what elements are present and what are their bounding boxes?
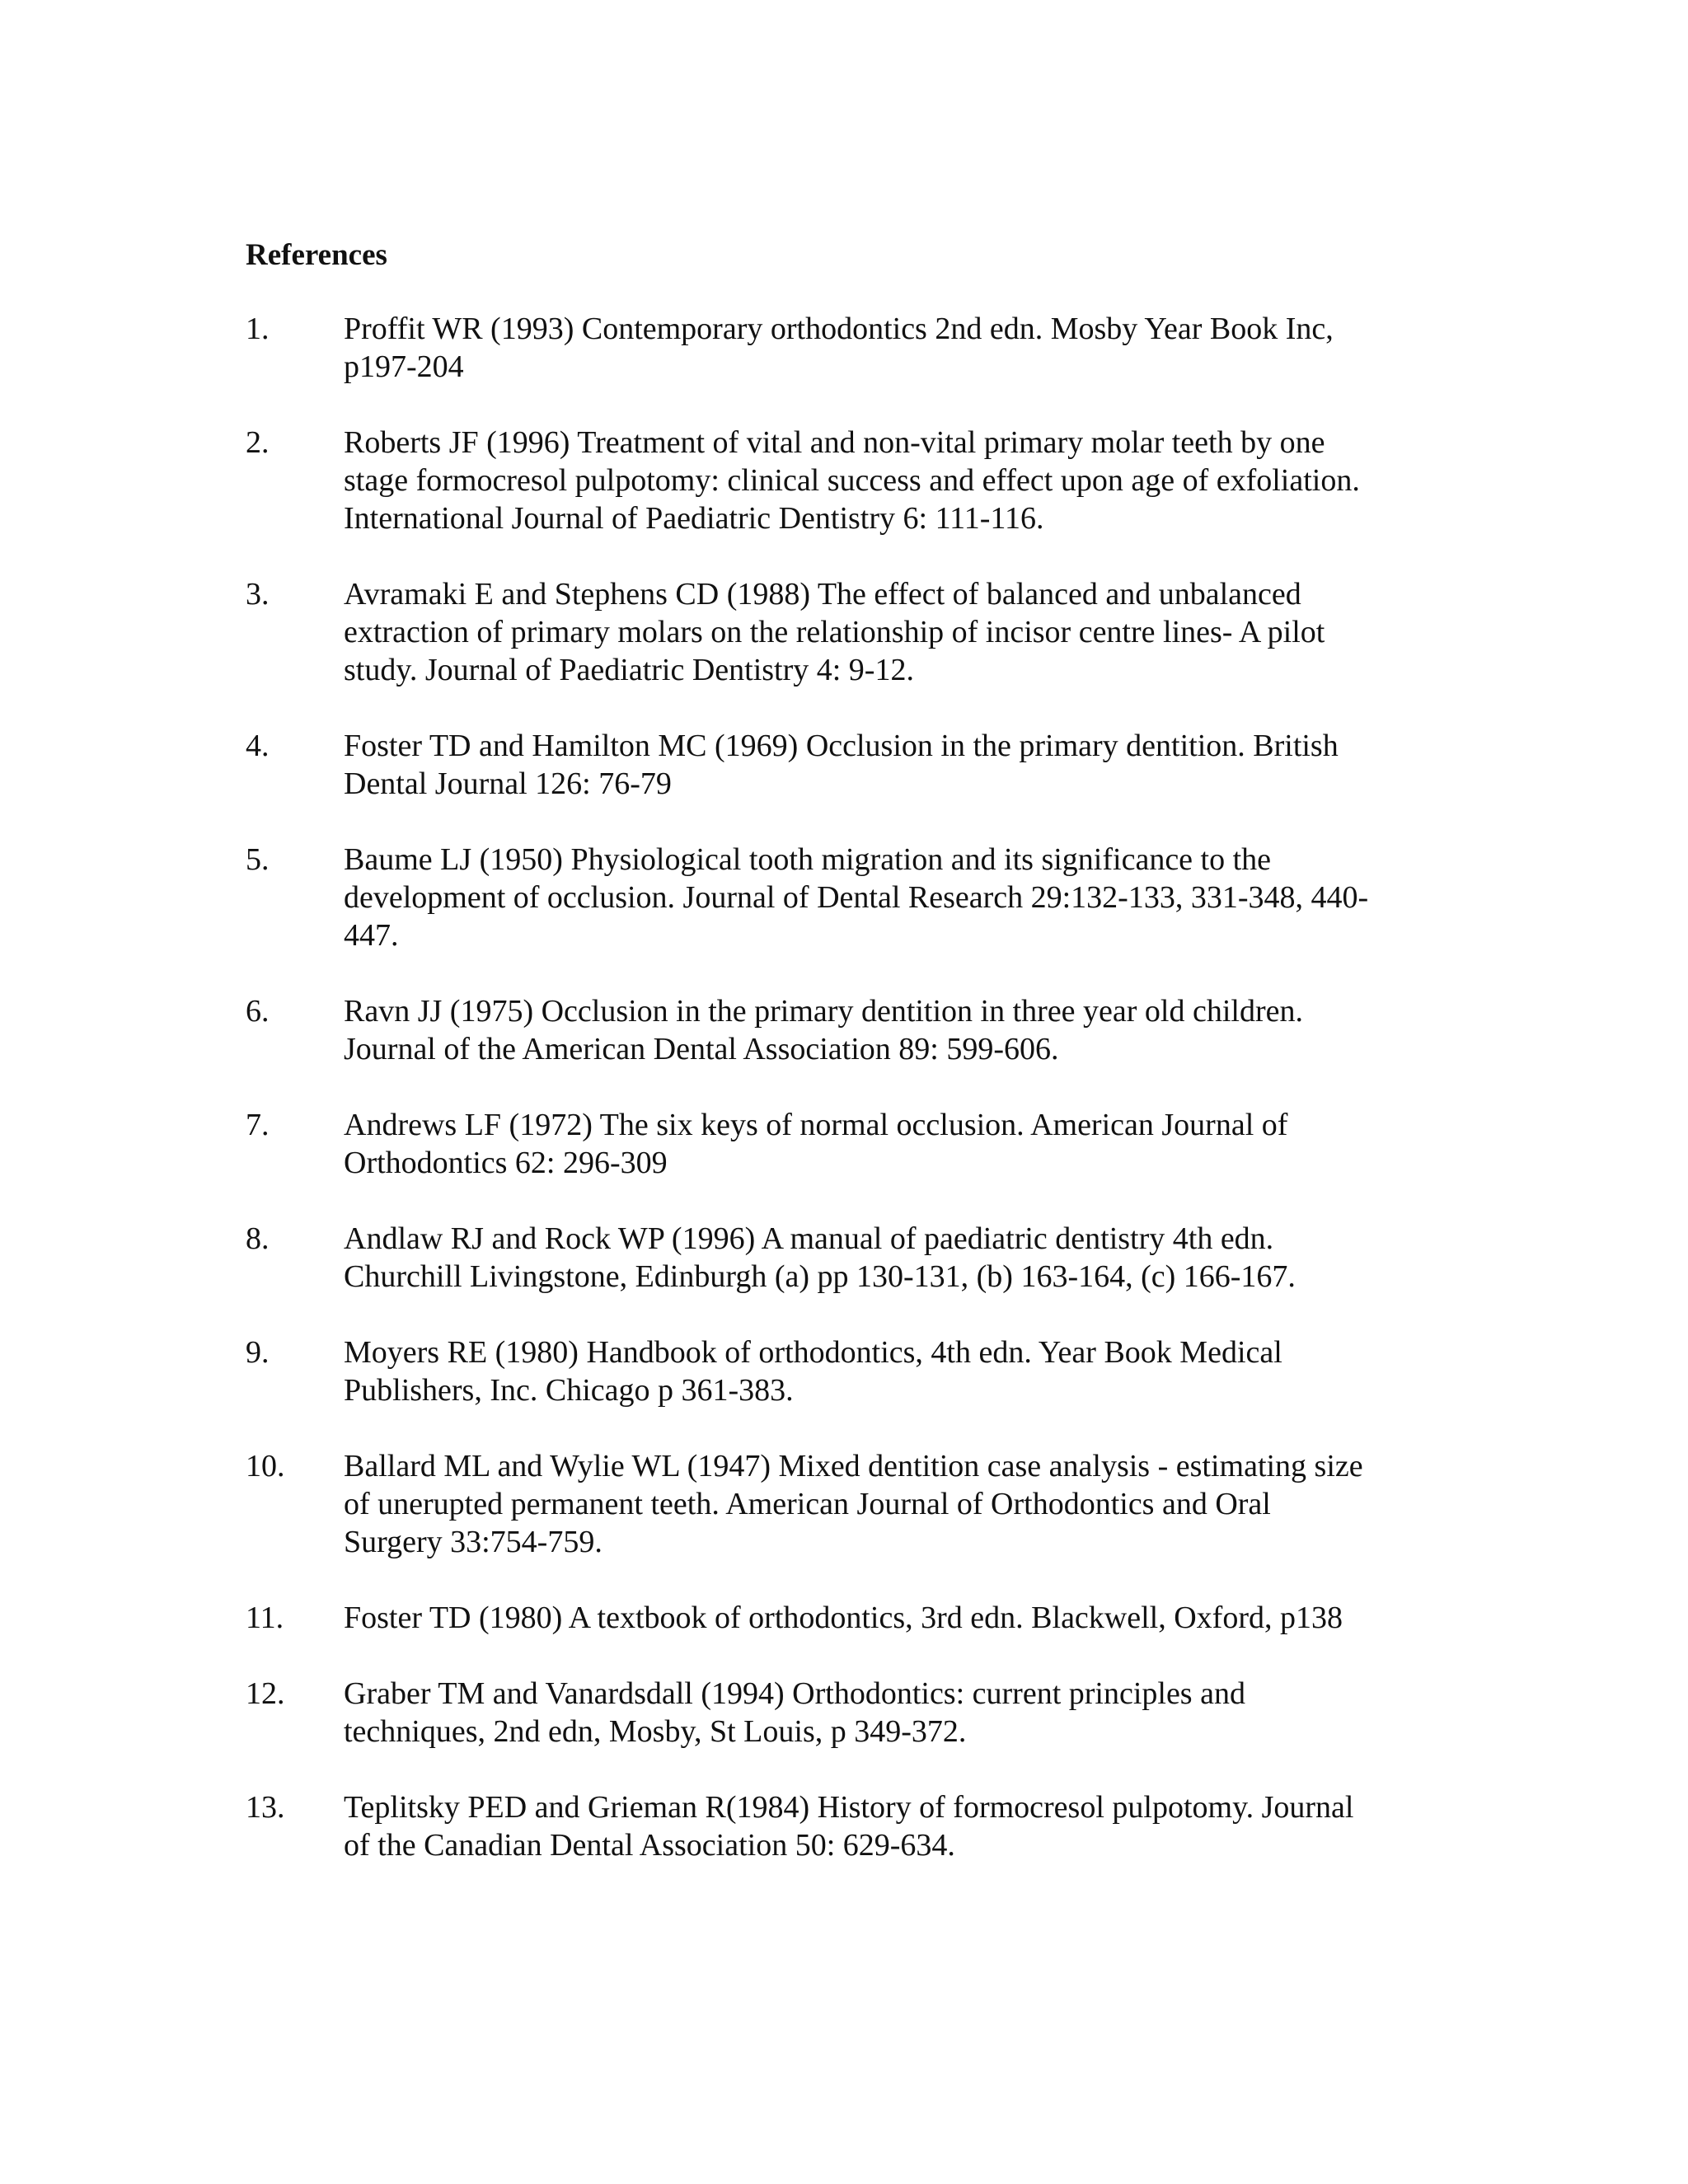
reference-number: 4. <box>246 729 270 763</box>
reference-item <box>246 992 1441 1068</box>
reference-text: Foster TD and Hamilton MC (1969) Occlusion in the primary dentition. British Dental Journal 126: 76-79 <box>344 729 1339 801</box>
reference-text: Moyers RE (1980) Handbook of orthodontics, 4th edn. Year Book Medical Publishers, Inc. Chicago p 361-383. <box>344 1335 1282 1408</box>
reference-text: Foster TD (1980) A textbook of orthodontics, 3rd edn. Blackwell, Oxford, p138 <box>344 1601 1343 1635</box>
reference-text: Andrews LF (1972) The six keys of normal occlusion. American Journal of Orthodontics 62: 296-309 <box>344 1108 1288 1180</box>
reference-number: 1. <box>246 312 270 346</box>
reference-item <box>246 424 1441 537</box>
reference-number: 3. <box>246 577 270 612</box>
reference-list <box>246 310 1441 1902</box>
reference-item <box>246 1333 1441 1409</box>
reference-text: Avramaki E and Stephens CD (1988) The effect of balanced and unbalanced extraction of primary molars on the relationship of incisor centre lines- A pilot study. Journal of Paediatric Dentistry 4: 9-12. <box>344 577 1325 687</box>
reference-text: Graber TM and Vanardsdall (1994) Orthodontics: current principles and techniques, 2nd edn, Mosby, St Louis, p 349-372. <box>344 1676 1245 1749</box>
reference-item <box>246 1106 1441 1182</box>
reference-item <box>246 841 1441 954</box>
reference-number: 12. <box>246 1676 285 1711</box>
reference-text: Ballard ML and Wylie WL (1947) Mixed dentition case analysis - estimating size of unerupted permanent teeth. American Journal of Orthodontics and Oral Surgery 33:754-759. <box>344 1449 1363 1559</box>
reference-text: Andlaw RJ and Rock WP (1996) A manual of paediatric dentistry 4th edn. Churchill Livingstone, Edinburgh (a) pp 130-131, (b) 163-164, (c) 166-167. <box>344 1221 1296 1294</box>
reference-number: 6. <box>246 994 270 1029</box>
reference-item <box>246 1447 1441 1561</box>
reference-number: 8. <box>246 1221 270 1256</box>
reference-number: 9. <box>246 1335 270 1370</box>
reference-item <box>246 1675 1441 1750</box>
reference-number: 5. <box>246 842 270 877</box>
reference-item <box>246 727 1441 803</box>
reference-text: Baume LJ (1950) Physiological tooth migration and its significance to the development of occlusion. Journal of Dental Research 29:132-133, 331-348, 440- 447. <box>344 842 1369 953</box>
reference-number: 13. <box>246 1790 285 1825</box>
references-heading: References <box>246 238 387 272</box>
reference-text: Roberts JF (1996) Treatment of vital and non-vital primary molar teeth by one stage formocresol pulpotomy: clinical success and effect upon age of exfoliation. International Journal of Paediatric Dentistry 6: 111-116. <box>344 425 1360 536</box>
reference-number: 7. <box>246 1108 270 1142</box>
reference-item <box>246 575 1441 689</box>
reference-text: Ravn JJ (1975) Occlusion in the primary dentition in three year old children. Journal of the American Dental Association 89: 599-606. <box>344 994 1303 1066</box>
reference-number: 10. <box>246 1449 285 1483</box>
reference-item <box>246 1599 1441 1637</box>
reference-item <box>246 1788 1441 1864</box>
reference-text: Proffit WR (1993) Contemporary orthodontics 2nd edn. Mosby Year Book Inc, p197-204 <box>344 312 1334 384</box>
reference-number: 2. <box>246 425 270 460</box>
reference-number: 11. <box>246 1601 284 1635</box>
reference-item <box>246 1220 1441 1296</box>
reference-text: Teplitsky PED and Grieman R(1984) History of formocresol pulpotomy. Journal of the Canadian Dental Association 50: 629-634. <box>344 1790 1354 1863</box>
reference-item <box>246 310 1441 386</box>
